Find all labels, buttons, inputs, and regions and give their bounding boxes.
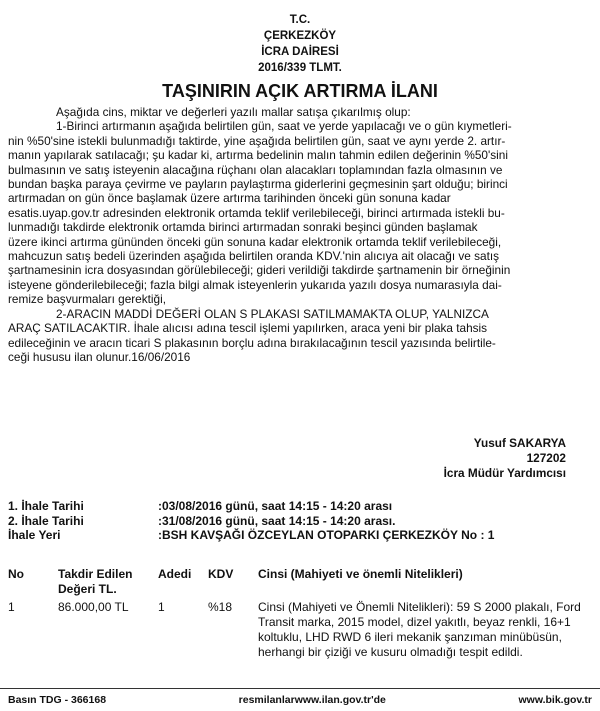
- body-line: 2-ARACIN MADDİ DEĞERİ OLAN S PLAKASI SATILMAMAKTA OLUP, YALNIZCA: [56, 306, 489, 321]
- auction-value: :BSH KAVŞAĞI ÖZCEYLAN OTOPARKI ÇERKEZKÖY No : 1: [158, 528, 495, 542]
- footer-bar: [0, 688, 600, 711]
- body-line: artırmadan on gün önce başlamak üzere artırma tarihinden önceki gün sonuna kadar: [8, 191, 451, 206]
- footer-site-ilan: resmilanlarwww.ilan.gov.tr'de: [238, 694, 386, 706]
- auction-label: 1. İhale Tarihi: [8, 499, 84, 513]
- table-row: [8, 600, 588, 660]
- body-line: remize başvurmaları gerektiği,: [8, 292, 167, 307]
- cell-value: 86.000,00 TL: [58, 600, 129, 614]
- body-line: esatis.uyap.gov.tr adresinden elektronik ortamda teklif verilebileceği, birinci artırmada istekli bu-: [8, 205, 505, 220]
- notice-page: [0, 12, 600, 711]
- body-line: mahcuzun satış bedeli üzerinden aşağıda belirtilen oranda KDV.'nin alıcıya ait olacağı ve satış: [8, 249, 500, 264]
- auction-row: [8, 528, 494, 543]
- items-table: [8, 567, 588, 660]
- body-line: ceği hususu ilan olunur.16/06/2016: [8, 349, 191, 364]
- auction-info: [8, 499, 494, 543]
- notice-header: [0, 12, 600, 76]
- header-office: İCRA DAİRESİ: [261, 46, 339, 58]
- table-header: [8, 567, 588, 598]
- signer-number: 127202: [526, 451, 566, 465]
- cell-no: 1: [8, 600, 15, 614]
- cell-desc: Cinsi (Mahiyeti ve Önemli Nitelikleri): 59 S 2000 plakalı, Ford Transit marka, 2015 model, dizel yakıtlı, beyaz renkli, 16+1 koltuklu, LHD RWD 6 ileri mekanik şanzıman minübüsün, herhangi bir çiziği ve kusuru olmadığı tespit edildi.: [258, 600, 581, 659]
- body-line: lunmadığı takdirde elektronik ortamda birinci artırmadan sonraki beşinci günden başlamak: [8, 220, 478, 235]
- header-desc: Cinsi (Mahiyeti ve önemli Nitelikleri): [258, 567, 463, 581]
- body-line: edileceğinin ve aracın ticari S plakasının borçlu adına bırakılacağının tescil yazısında belirtile-: [8, 335, 496, 350]
- body-line: şartnamesinin icra dosyasından görülebileceği; gideri verildiği takdirde şartnamenin bir örneğinin: [8, 263, 511, 278]
- header-qty: Adedi: [158, 567, 192, 581]
- cell-qty: 1: [158, 600, 165, 614]
- notice-body: [0, 105, 600, 364]
- body-line: bundan başka paraya çevirme ve payların paylaştırma giderlerini geçmesinin şart olduğu; birinci: [8, 177, 508, 192]
- header-kdv: KDV: [208, 567, 234, 581]
- cell-kdv: %18: [208, 600, 233, 614]
- body-line: bulmasının ve satış isteyenin alacağına rüçhanı olan alacakları toplamından fazla olmasının ve: [8, 162, 503, 177]
- body-line: nin %50'sine istekli bulunmadığı taktirde, yine aşağıda belirtilen gün, saat ve aynı yerde 2. artır-: [8, 133, 506, 148]
- header-tc: T.C.: [289, 14, 311, 26]
- header-no: No: [8, 567, 24, 581]
- body-line: isteyene gönderilebileceği; fazla bilgi almak isteyenlerin yukarıda yazılı dosya numarasıyla dai-: [8, 277, 502, 292]
- body-line: 1-Birinci artırmanın aşağıda belirtilen gün, saat ve yerde yapılacağı ve o gün kıymetleri-: [56, 119, 512, 134]
- auction-label: İhale Yeri: [8, 528, 61, 542]
- signer-name: Yusuf SAKARYA: [473, 436, 566, 450]
- auction-row: [8, 499, 494, 514]
- signature-block: [444, 436, 566, 481]
- body-line: üzere ikinci artırma gününden önceki gün sonuna kadar elektronik ortamda teklif verilebileceği,: [8, 234, 502, 249]
- body-line: manın yapılarak satılacağı; şu kadar ki, artırma bedelinin malın tahmin edilen değerinin %50'sini: [8, 148, 508, 163]
- footer-site-bik: www.bik.gov.tr: [518, 694, 592, 706]
- header-value: Takdir Edilen Değeri TL.: [58, 567, 133, 596]
- footer-press-code: Basın TDG - 366168: [8, 694, 107, 706]
- body-line: Aşağıda cins, miktar ve değerleri yazılı mallar satışa çıkarılmış olup:: [56, 105, 411, 119]
- header-district: ÇERKEZKÖY: [263, 30, 337, 42]
- auction-value: :03/08/2016 günü, saat 14:15 - 14:20 arası: [158, 499, 393, 513]
- notice-title: TAŞINIRIN AÇIK ARTIRMA İLANI: [162, 81, 438, 101]
- auction-label: 2. İhale Tarihi: [8, 513, 84, 528]
- auction-row: [8, 514, 494, 529]
- case-number: 2016/339 TLMT.: [258, 62, 342, 74]
- signer-role: İcra Müdür Yardımcısı: [443, 466, 566, 480]
- body-line: ARAÇ SATILACAKTIR. İhale alıcısı adına tescil işlemi yapılırken, araca yeni bir plaka tahsis: [8, 321, 488, 336]
- auction-value: :31/08/2016 günü, saat 14:15 - 14:20 arası.: [158, 513, 396, 528]
